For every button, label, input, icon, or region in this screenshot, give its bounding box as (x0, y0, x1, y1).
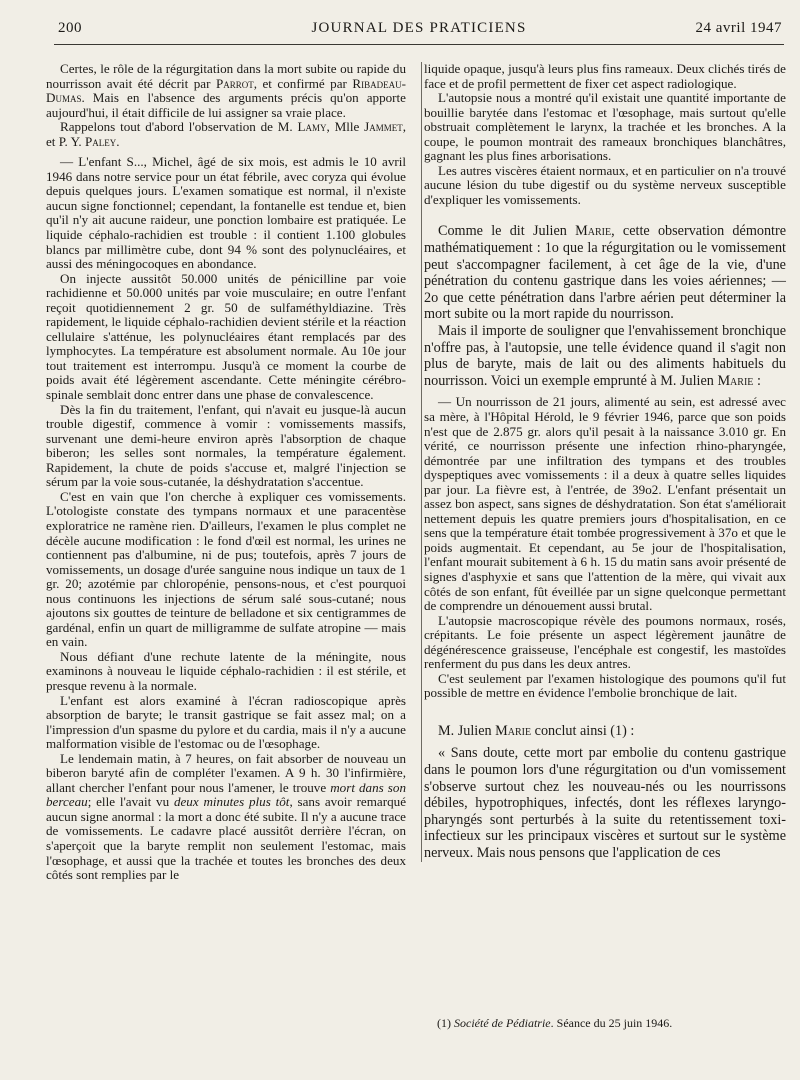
paragraph-bronchial-invasion: Mais il importe de souligner que l'envahissement bronchique n'offre pas, à l'autopsie, une telle évidence quand il s'agit non plus de baryte, mais de lait ou des aliments habituels du nourrisson. Voici un exemple emprunté à M. Julien Marie : (424, 323, 786, 389)
author-name: Jammet (364, 119, 403, 135)
author-name: Marie (717, 372, 754, 389)
author-name: Paley (84, 133, 117, 149)
paragraph-quotation: « Sans doute, cette mort par embolie du contenu gastrique dans le poumon lors d'une régurgitation ou d'un vomissement s'observe surtout chez les nouveau-nés ou les nourrissons débiles, hypotrophiques, infectés, dont les réflexes laryngo-pharyngés sont perturbés à la suite du retentissement toxi-infectieux sur les principaux viscères et surtout sur le système nerveux. Mais nous pensons que l'application de ces (424, 745, 786, 862)
paragraph-sudden-death: Le lendemain matin, à 7 heures, on fait absorber de nouveau un biberon baryté afin de compléter l'examen. A 9 h. 30 l'infirmière, allant chercher l'enfant pour nous l'amener, le trouve mort dans son berceau; elle l'avait vu deux minutes plus tôt, sans avoir remarqué aucun signe anormal : la mort a donc été subite. Il n'y a aucune trace de vomissements. Le cadavre placé aussitôt derrière l'écran, on s'aperçoit que la baryte remplit non seulement l'estomac, mais l'œsophage, et aussi que la trachée et toutes les bronches des deux côtés sont remplies par le (46, 750, 406, 883)
paragraph-recall: Rappelons tout d'abord l'observation de M. Lamy, Mlle Jammet, et P. Y. Paley. (46, 119, 406, 149)
paragraph-investigation: C'est en vain que l'on cherche à expliquer ces vomissements. L'otologiste constate des tympans normaux et une paracentèse exploratrice ne ramène rien. D'ailleurs, l'examen le plus complet ne décèle aucune modification : le fond d'œil est normal, les urines ne contiennent pas d'albumine, ni de pus; toutefois, après 7 jours de vomissements, un dosage d'urée sanguine nous indique un taux de 1 gr. 20; azotémie par chloropénie, pensons-nous, et c'est pourquoi nous continuons les injections de sérum salé sous-cutané; nous ajoutons six gouttes de teinture de belladone et six centigrammes de gardénal, enfin un quart de milligramme de sulfate atropine — mais en vain. (46, 488, 406, 650)
footnote (437, 1016, 777, 1030)
paragraph-case-admission: — L'enfant S..., Michel, âgé de six mois, est admis le 10 avril 1946 dans notre service pour un état fébrile, avec coryza qui évolue depuis quelques jours. L'examen somatique est normal, il n'existe aucun signe fonctionnel; cependant, la fontanelle est tendue et, bien qu'il n'y ait aucune raideur, une ponction lombaire est pratiquée. Le liquide céphalo-rachidien est trouble : il contient 1.100 globules blancs par millimètre cube, dont 94 % sont des polynucléaires, et aussi des méningocoques en abondance. (46, 154, 406, 272)
paragraph-macroscopic-autopsy: L'autopsie macroscopique révèle des poumons normaux, rosés, crépitants. Le foie présente un aspect légèrement jaunâtre de dégénérescence graisseuse, l'encéphale est congestif, les mastoïdes renferment du pus dans les deux antres. (424, 612, 786, 672)
footnote-text: . Séance du 25 juin 1946. (550, 1016, 673, 1030)
paragraph-demonstration: Comme le dit Julien Marie, cette observation démontre mathématiquement : 1o que la régurgitation ou le vomissement peut s'accompagner facilement, à cet âge de la vie, d'une pénétration du contenu gastrique dans les voies aériennes; — 2o que cette pénétration dans l'arbre aérien peut déterminer la mort subite ou la mort rapide du nourrisson. (424, 223, 787, 323)
running-header (54, 18, 784, 45)
paragraph-histology: C'est seulement par l'examen histologique des poumons qu'il fut possible de mettre en évidence l'embolie bronchique de lait. (424, 670, 786, 701)
footnote-source: Société de Pédiatrie (454, 1016, 551, 1030)
journal-title: JOURNAL DES PRATICIENS (311, 20, 527, 36)
author-name: Ribadeau-Dumas (46, 75, 406, 106)
paragraph-second-case: — Un nourrisson de 21 jours, alimenté au sein, est adressé avec sa mère, à l'Hôpital Hérold, le 9 février 1946, parce que son poids n'est que de 2.875 gr. alors qu'il pesait à la naissance 3.010 gr. En vérité, ce nourrisson présente une infection rhino-pharyngée, démontrée par une infiltration des tympans et des troubles dyspeptiques avec vomissements : il a deux à quatre selles liquides par jour. La fièvre est, à l'entrée, de 39o2. L'enfant présentait un assez bon aspect, sans signes de déshydratation. Son état s'améliorait nettement depuis les quatre premiers jours d'hospitalisation, en ce sens que la température était tombée progressivement à 37o et que le poids augmentait. Et cependant, au 5e jour de l'hospitalisation, l'enfant mourait subitement à 6 h. 15 du matin sans avoir présenté de signes d'asphyxie et sans que l'attention de la mère, qui vivait aux côtés de son enfant, fût éveillée par un signe quelconque permettant de comprendre un dénouement aussi brutal. (424, 394, 786, 614)
author-name: Lamy (297, 119, 327, 135)
left-column (46, 62, 406, 883)
author-name: Marie (495, 722, 532, 739)
paragraph-radioscopy: L'enfant est alors examiné à l'écran radioscopique après absorption de baryte; le transit gastrique se fait assez mal; on a l'impression d'un spasme du pylore et du cardia, mais il n'y a aucune malformation visible de l'estomac ou de l'œsophage. (46, 692, 406, 752)
paragraph-conclusion-intro: M. Julien Marie conclut ainsi (1) : (438, 722, 635, 739)
issue-date: 24 avril 1947 (695, 20, 782, 36)
paragraph-csf-recheck: Nous défiant d'une rechute latente de la méningite, nous examinons à nouveau le liquide céphalo-rachidien : il est stérile, et presque revenu à la normale. (46, 648, 406, 693)
paragraph-continued: liquide opaque, jusqu'à leurs plus fins rameaux. Deux clichés tirés de face et de profil permettent de fixer cet aspect radiologique. (424, 61, 786, 91)
footnote-marker: (1) (437, 1016, 451, 1030)
right-column (421, 62, 786, 862)
page-number: 200 (58, 20, 82, 36)
paragraph-treatment: On injecte aussitôt 50.000 unités de pénicilline par voie rachidienne et 50.000 unités par voie musculaire; en outre l'enfant reçoit quotidiennement 2 gr. 50 de sulfaméthyldiazine. Très rapidement, le liquide céphalo-rachidien devient stérile et la réaction cellulaire s'atténue, les polynucléaires étant remplacés par des lymphocytes. La température est absolument normale. Au 10e jour tout traitement est interrompu. Jusqu'à ce moment la courbe de poids avait été légèrement ascendante. Cette méningite cérébro-spinale semblait donc entrer dans une phase de convalescence. (46, 270, 406, 403)
paragraph-autopsy: L'autopsie nous a montré qu'il existait une quantité importante de bouillie barytée dans l'estomac et l'œsophage, mais surtout qu'elle obstruait complètement le larynx, la trachée et les bronches. A la coupe, le poumon montrait des rameaux bronchiques blanchâtres, gagnant les plus fines arborisations. (424, 90, 786, 164)
author-name: Marie (575, 223, 612, 240)
author-name: Parrot (215, 75, 254, 91)
paragraph-intro: Certes, le rôle de la régurgitation dans la mort subite ou rapide du nourrisson avait été décrit par Parrot, et confirmé par Ribadeau-Dumas. Mais en l'absence des arguments précis qu'on apporte aujourd'hui, il était difficile de lui assigner sa vraie place. (46, 61, 406, 120)
paragraph-vomiting: Dès la fin du traitement, l'enfant, qui n'avait eu jusque-là aucun trouble digestif, commence à vomir : vomissements massifs, survenant une demi-heure environ après l'absorption de chaque biberon; les selles sont normales, la température également. Rapidement, la chute de poids s'accuse et, malgré l'injection se sérum par la voie sous-cutanée, la déshydratation s'accentue. (46, 401, 406, 490)
paragraph-other-viscera: Les autres viscères étaient normaux, et en particulier on n'a trouvé aucune lésion du tube digestif ou du système nerveux susceptible d'expliquer les vomissements. (424, 162, 786, 207)
